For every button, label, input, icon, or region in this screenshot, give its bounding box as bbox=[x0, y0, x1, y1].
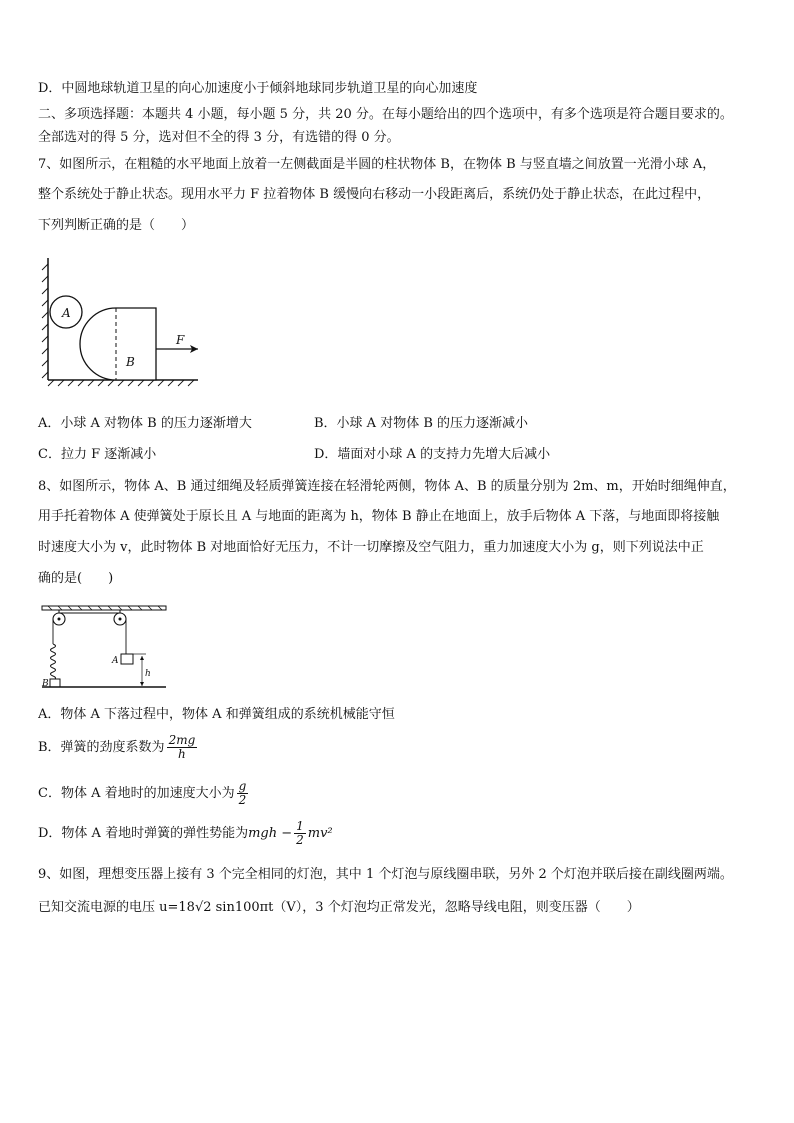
q6-option-d: D．中圆地球轨道卫星的向心加速度小于倾斜地球同步轨道卫星的向心加速度 bbox=[38, 81, 478, 96]
label-a: A bbox=[112, 656, 119, 666]
q7-stem-3: 下列判断正确的是（ ） bbox=[38, 218, 195, 233]
fraction: $\frac{2mg}{h}$ bbox=[168, 733, 196, 761]
block-b bbox=[50, 679, 60, 687]
object-b bbox=[80, 308, 156, 380]
q7-option-a: A．小球 A 对物体 B 的压力逐渐增大 bbox=[38, 416, 252, 431]
q8-figure bbox=[38, 600, 168, 696]
q7-option-b: B．小球 A 对物体 B 的压力逐渐减小 bbox=[314, 416, 529, 431]
label-a: A bbox=[62, 306, 71, 320]
q7-option-c: C．拉力 F 逐渐减小 bbox=[38, 447, 157, 462]
q8-option-c bbox=[38, 780, 250, 807]
label-f: F bbox=[176, 333, 185, 347]
q9-stem-1: 9、如图，理想变压器上接有 3 个完全相同的灯泡，其中 1 个灯泡与原线圈串联，另外 2 个灯泡并联后接在副线圈两端。 bbox=[38, 867, 733, 882]
q8-option-b bbox=[38, 734, 199, 761]
q7-figure bbox=[38, 254, 218, 390]
q8-option-a: A．物体 A 下落过程中，物体 A 和弹簧组成的系统机械能守恒 bbox=[38, 707, 395, 722]
block-a bbox=[121, 654, 133, 664]
label-b: B bbox=[126, 355, 135, 369]
section-scoring: 全部选对的得 5 分，选对但不全的得 3 分，有选错的得 0 分。 bbox=[38, 130, 400, 145]
q9-stem-2: 已知交流电源的电压 u=18√2 sin100πt（V），3 个灯泡均正常发光，忽略导线电阻，则变压器（ ） bbox=[38, 900, 640, 915]
q8-option-b-text: B．弹簧的劲度系数为 bbox=[38, 740, 165, 755]
q7-stem-1: 7、如图所示，在粗糙的水平地面上放着一左侧截面是半圆的柱状物体 B，在物体 B 与竖直墙之间放置一光滑小球 A， bbox=[38, 157, 716, 172]
q8-stem-3: 时速度大小为 v，此时物体 B 对地面恰好无压力，不计一切摩擦及空气阻力，重力加速度大小为 g，则下列说法中正 bbox=[38, 540, 704, 555]
q8-option-d-text: D．物体 A 着地时弹簧的弹性势能为 bbox=[38, 826, 249, 841]
label-h: h bbox=[145, 669, 151, 679]
q8-stem-4: 确的是( ) bbox=[38, 571, 114, 586]
q8-option-c-text: C．物体 A 着地时的加速度大小为 bbox=[38, 786, 235, 801]
spring bbox=[51, 644, 56, 680]
fraction: $\frac{1}{2}$ bbox=[296, 819, 304, 847]
q8-option-d: D．物体 A 着地时弹簧的弹性势能为mgh − $\frac{1}{2}$ mv² bbox=[38, 819, 333, 847]
label-b: B bbox=[42, 679, 49, 689]
fraction: $\frac{g}{2}$ bbox=[238, 779, 247, 807]
q7-option-d: D．墙面对小球 A 的支持力先增大后减小 bbox=[314, 447, 551, 462]
section-heading: 二、多项选择题：本题共 4 小题，每小题 5 分，共 20 分。在每小题给出的四个选项中，有多个选项是符合题目要求的。 bbox=[38, 107, 733, 122]
q8-stem-2: 用手托着物体 A 使弹簧处于原长且 A 与地面的距离为 h，物体 B 静止在地面上，放手后物体 A 下落，与地面即将接触 bbox=[38, 509, 720, 524]
q7-stem-2: 整个系统处于静止状态。现用水平力 F 拉着物体 B 缓慢向右移动一小段距离后，系统仍处于静止状态，在此过程中， bbox=[38, 187, 711, 202]
q8-stem-1: 8、如图所示，物体 A、B 通过细绳及轻质弹簧连接在轻滑轮两侧，物体 A、B 的质量分别为 2m、m，开始时细绳伸直， bbox=[38, 479, 736, 494]
